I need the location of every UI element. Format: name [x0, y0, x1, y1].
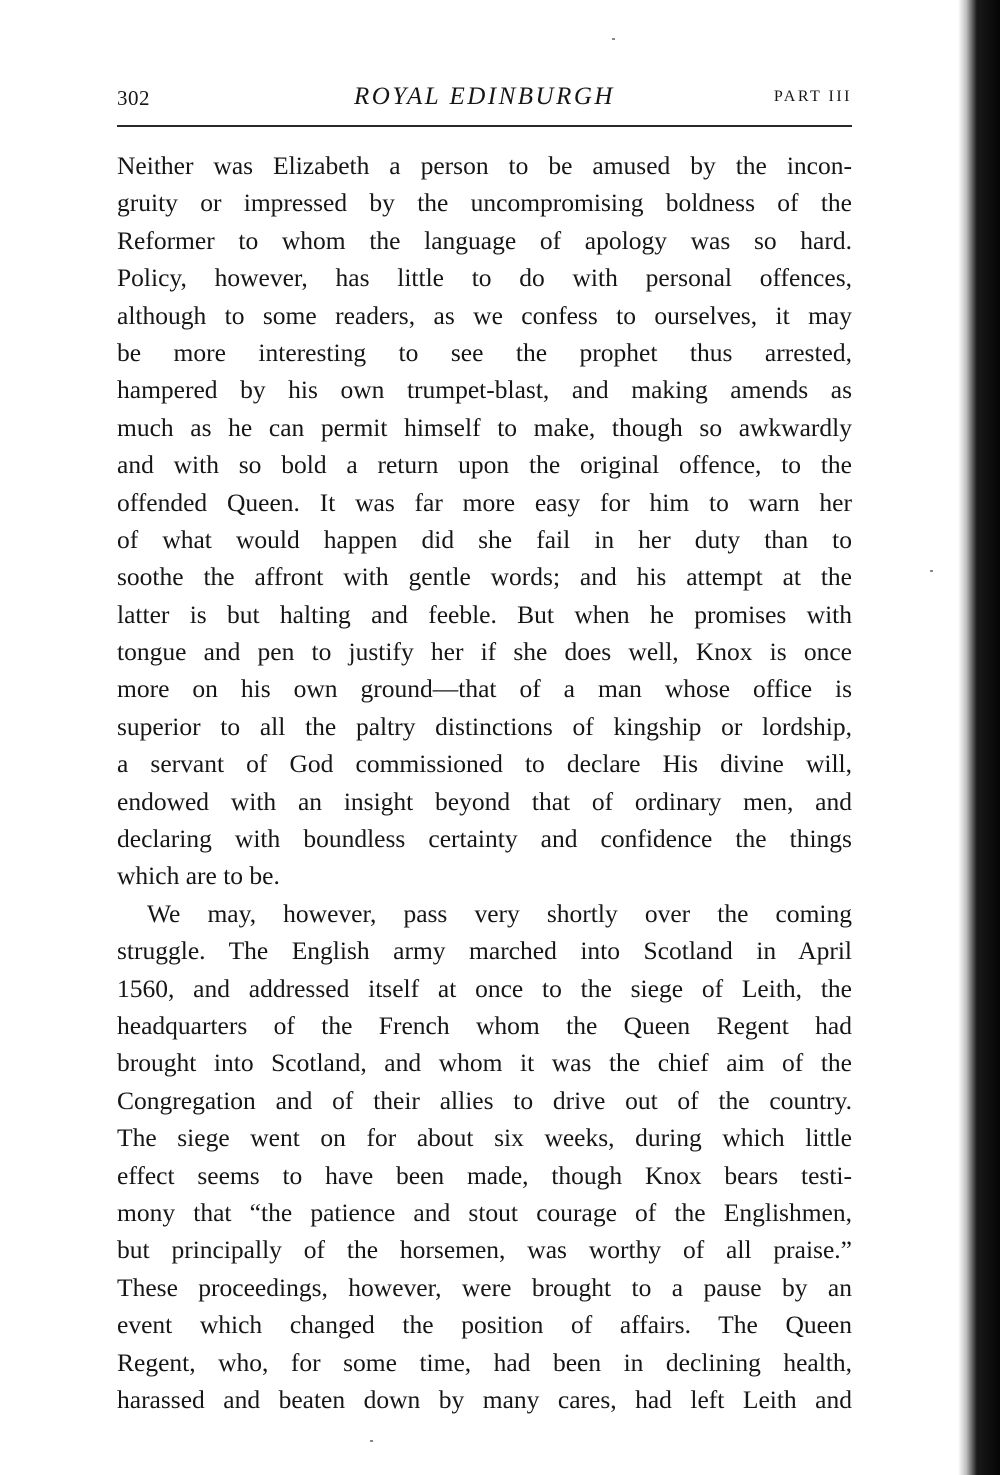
text-line: declaring with boundless certainty and confidence the things — [117, 824, 852, 854]
text-line: and with so bold a return upon the original offence, to the — [117, 450, 852, 480]
page-header — [117, 80, 852, 120]
text-line: soothe the affront with gentle words; and his attempt at the — [117, 562, 852, 592]
scan-binding-edge — [958, 0, 1000, 1475]
text-line: offended Queen. It was far more easy for him to warn her — [117, 487, 852, 517]
paragraph-1 — [117, 147, 852, 895]
text-line: mony that “the patience and stout courage of the Englishmen, — [117, 1197, 852, 1227]
text-line: hampered by his own trumpet-blast, and making amends as — [117, 375, 852, 405]
text-line: but principally of the horsemen, was worthy of all praise.” — [117, 1235, 852, 1265]
text-line: The siege went on for about six weeks, during which little — [117, 1123, 852, 1153]
text-line: of what would happen did she fail in her duty than to — [117, 524, 852, 554]
text-line: We may, however, pass very shortly over the coming — [147, 898, 852, 928]
paragraph-2 — [117, 895, 852, 1418]
body-text — [117, 147, 852, 1418]
text-line: which are to be. — [117, 861, 280, 891]
page-number: 302 — [117, 86, 150, 110]
text-line: struggle. The English army marched into Scotland in April — [117, 936, 852, 966]
text-line: more on his own ground—that of a man whose office is — [117, 674, 852, 704]
text-line: 1560, and addressed itself at once to the siege of Leith, the — [117, 973, 852, 1003]
text-line: brought into Scotland, and whom it was the chief aim of the — [117, 1048, 852, 1078]
text-line: tongue and pen to justify her if she does well, Knox is once — [117, 637, 852, 667]
text-line: be more interesting to see the prophet thus arrested, — [117, 337, 852, 367]
text-line: Policy, however, has little to do with personal offences, — [117, 263, 852, 293]
scan-speck — [930, 570, 933, 572]
header-rule — [117, 125, 852, 127]
text-line: superior to all the paltry distinctions of kingship or lordship, — [117, 711, 852, 741]
text-line: These proceedings, however, were brought to a pause by an — [117, 1272, 852, 1302]
text-line: Neither was Elizabeth a person to be amused by the incon- — [117, 151, 852, 180]
text-line: a servant of God commissioned to declare His divine will, — [117, 749, 852, 779]
scan-speck — [612, 38, 615, 40]
part-label: PART III — [773, 88, 852, 105]
running-title: ROYAL EDINBURGH — [354, 83, 615, 110]
text-line: effect seems to have been made, though Knox bears testi- — [117, 1160, 852, 1190]
text-line: headquarters of the French whom the Queen Regent had — [117, 1010, 852, 1040]
text-line: Congregation and of their allies to drive out of the country. — [117, 1085, 852, 1115]
text-line: Regent, who, for some time, had been in declining health, — [117, 1347, 852, 1377]
text-line: endowed with an insight beyond that of ordinary men, and — [117, 786, 852, 816]
text-line: event which changed the position of affairs. The Queen — [117, 1310, 852, 1340]
text-line: gruity or impressed by the uncompromising boldness of the — [117, 188, 852, 218]
text-line: latter is but halting and feeble. But when he promises with — [117, 599, 852, 629]
scan-speck — [370, 1440, 373, 1442]
text-line: much as he can permit himself to make, though so awkwardly — [117, 412, 852, 442]
text-line: Reformer to whom the language of apology was so hard. — [117, 225, 852, 255]
text-line: harassed and beaten down by many cares, had left Leith and — [117, 1384, 852, 1414]
text-line: although to some readers, as we confess to ourselves, it may — [117, 300, 852, 330]
